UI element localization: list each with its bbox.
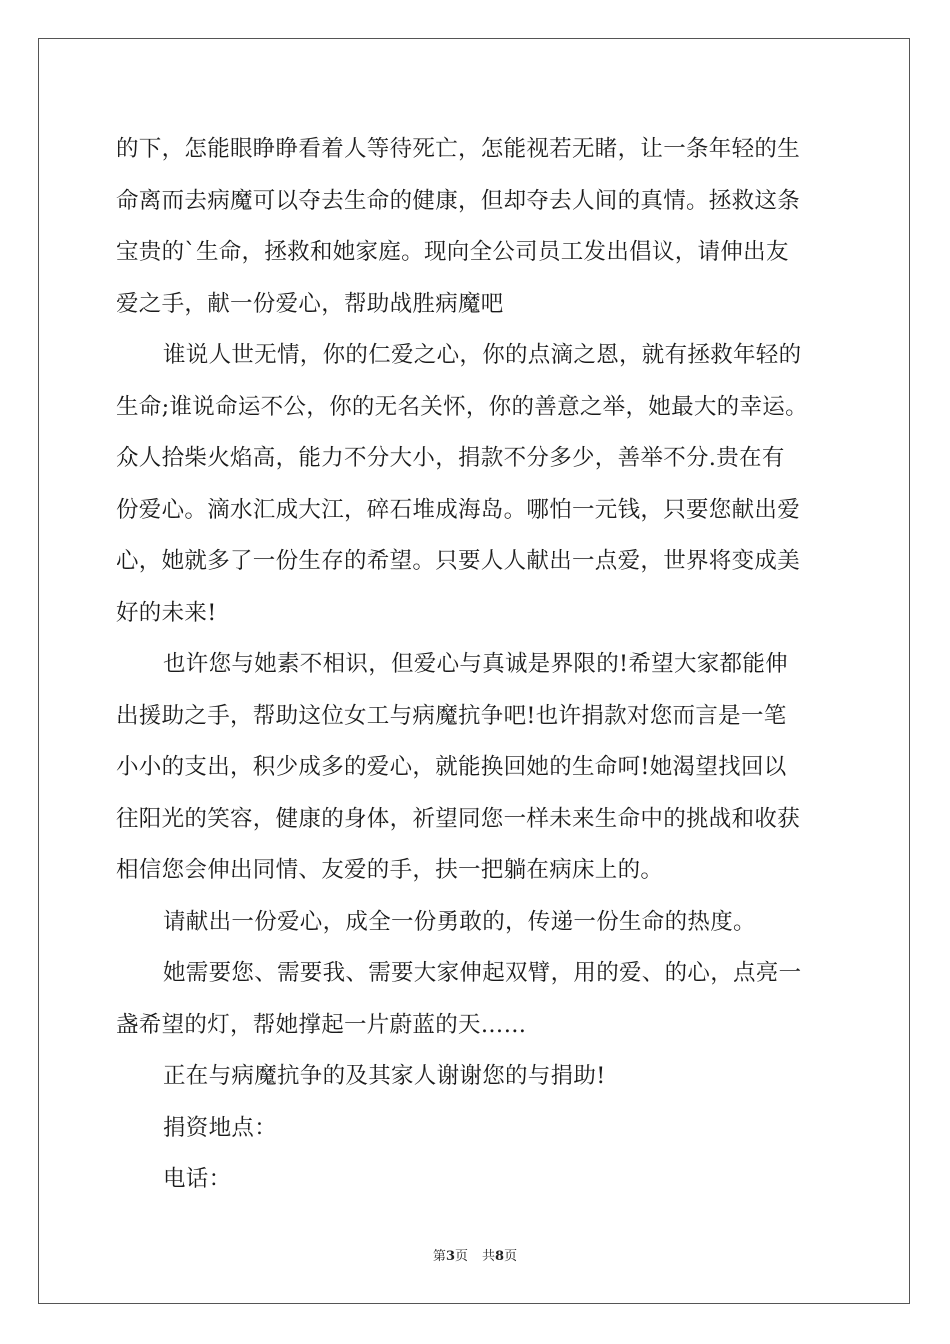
paragraph-start-line: 她需要您、需要我、需要大家伸起双臂，用的爱、的心，点亮一: [163, 960, 802, 986]
paragraph-start-line: 也许您与她素不相识，但爱心与真诚是界限的!希望大家都能伸: [163, 651, 788, 677]
total-pages: 8: [495, 1249, 505, 1264]
text-line: 相信您会伸出同情、友爱的手，扶一把躺在病床上的。: [116, 857, 664, 883]
text-line: 宝贵的`生命，拯救和她家庭。现向全公司员工发出倡议，请伸出友: [116, 239, 789, 265]
text-line: 命离而去病魔可以夺去生命的健康，但却夺去人间的真情。拯救这条: [116, 187, 801, 214]
text-line: 的下，怎能眼睁睁看着人等待死亡，怎能视若无睹，让一条年轻的生: [116, 136, 801, 162]
paragraph-start-line: 正在与病魔抗争的及其家人谢谢您的与捐助!: [163, 1063, 606, 1089]
total-suffix: 页: [504, 1249, 518, 1264]
text-line: 好的未来!: [116, 599, 217, 626]
text-line: 盏希望的灯，帮她撑起一片蔚蓝的天……: [116, 1011, 527, 1038]
document-body: [116, 127, 836, 1209]
phone-label: 电话：: [163, 1166, 232, 1192]
paragraph-start-line: 请献出一份爱心，成全一份勇敢的，传递一份生命的热度。: [163, 908, 756, 935]
text-line: 往阳光的笑容，健康的身体，祈望同您一样未来生命中的挑战和收获: [116, 805, 801, 832]
total-prefix: 共: [482, 1249, 496, 1264]
page-prefix: 第: [432, 1249, 446, 1264]
page-number: 3: [445, 1249, 455, 1264]
text-line: 小小的支出，积少成多的爱心，就能换回她的生命呵!她渴望找回以: [116, 754, 787, 780]
donation-location-label: 捐资地点：: [163, 1114, 278, 1141]
page-footer: [0, 1248, 950, 1266]
text-line: 众人拾柴火焰高，能力不分大小，捐款不分多少，善举不分.贵在有: [116, 445, 785, 471]
text-line: 出援助之手，帮助这位女工与病魔抗争吧!也许捐款对您而言是一笔: [116, 702, 787, 729]
text-line: 心，她就多了一份生存的希望。只要人人献出一点爱，世界将变成美: [116, 548, 801, 574]
text-line: 爱之手，献一份爱心，帮助战胜病魔吧: [116, 290, 504, 317]
paragraph-start-line: 谁说人世无情，你的仁爱之心，你的点滴之恩，就有拯救年轻的: [163, 342, 802, 368]
page-suffix: 页: [454, 1249, 468, 1264]
text-line: 份爱心。滴水汇成大江，碎石堆成海岛。哪怕一元钱，只要您献出爱: [116, 496, 801, 523]
text-line: 生命;谁说命运不公，你的无名关怀，你的善意之举，她最大的幸运。: [116, 393, 808, 420]
